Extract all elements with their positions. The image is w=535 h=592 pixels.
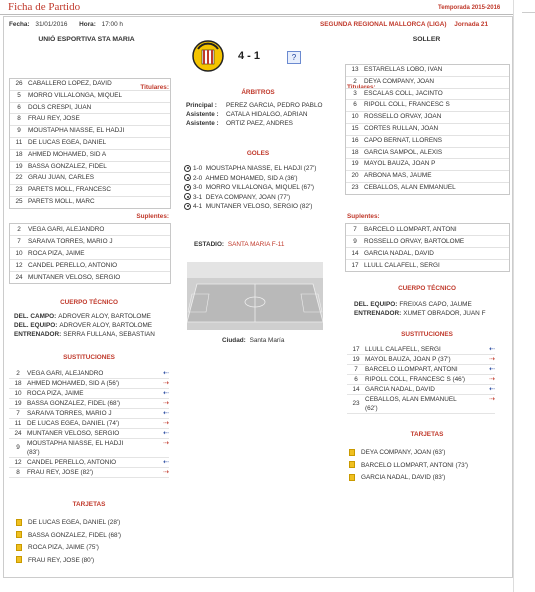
player-name[interactable]: PARETS MOLL, MARC bbox=[28, 197, 95, 205]
player-row[interactable] bbox=[10, 272, 170, 283]
season-label[interactable]: Temporada 2015-2016 bbox=[438, 5, 501, 11]
goal-row[interactable] bbox=[184, 164, 344, 174]
home-substitutions-heading: SUSTITUCIONES bbox=[63, 354, 115, 361]
yellow-card-icon bbox=[16, 544, 22, 551]
player-number: 18 bbox=[14, 380, 22, 387]
arrow-right-icon: ⇢ bbox=[489, 396, 495, 403]
player-name[interactable]: ROCA PIZA, JAIME bbox=[27, 390, 84, 397]
arrow-left-icon: ⇠ bbox=[163, 459, 169, 466]
player-number: 23 bbox=[15, 186, 23, 194]
substitution-row[interactable] bbox=[9, 458, 169, 468]
player-number: 11 bbox=[14, 420, 22, 427]
date-info bbox=[9, 21, 123, 28]
jornada[interactable]: Jornada 21 bbox=[454, 21, 489, 28]
home-cards-list bbox=[16, 517, 176, 567]
referee-role: Asistente : bbox=[186, 120, 219, 127]
player-row[interactable] bbox=[10, 224, 170, 236]
referee-name[interactable]: ORTIZ PAEZ, ANDRES bbox=[226, 120, 293, 127]
player-number: 23 bbox=[352, 400, 360, 407]
player-name[interactable]: ARBONA MAS, JAUME bbox=[364, 172, 432, 180]
city-name: Santa María bbox=[249, 337, 285, 344]
player-number: 5 bbox=[17, 91, 21, 99]
home-staff-heading: CUERPO TÉCNICO bbox=[60, 299, 118, 306]
referee-row bbox=[186, 119, 346, 128]
player-number: 10 bbox=[351, 113, 359, 121]
goal-text: 3-0 MORRO VILLALONGA, MIQUEL (67') bbox=[193, 184, 315, 191]
player-name[interactable]: ROSSELLO ORVAY, JOAN bbox=[364, 113, 442, 121]
player-row[interactable] bbox=[346, 159, 509, 171]
goals-list bbox=[184, 164, 344, 212]
arrow-right-icon: ⇢ bbox=[163, 420, 169, 427]
home-staff-list bbox=[14, 312, 174, 339]
staff-role: DEL. EQUIPO: bbox=[354, 301, 398, 308]
substitution-row[interactable] bbox=[347, 375, 495, 385]
player-number: 19 bbox=[15, 162, 23, 170]
player-row[interactable] bbox=[10, 173, 170, 185]
competition-name[interactable]: SEGUNDA REGIONAL MALLORCA (LIGA) bbox=[320, 21, 447, 28]
goal-row[interactable] bbox=[184, 183, 344, 193]
player-name[interactable]: GARCIA NADAL, DAVID bbox=[365, 386, 435, 393]
card-row[interactable] bbox=[16, 530, 176, 543]
player-name[interactable]: MUNTANER VELOSO, SERGIO bbox=[28, 274, 121, 281]
substitution-row[interactable] bbox=[9, 399, 169, 409]
yellow-card-icon bbox=[16, 531, 22, 538]
player-name[interactable]: ROSSELLO ORVAY, BARTOLOME bbox=[364, 238, 465, 245]
player-number: 26 bbox=[15, 80, 23, 87]
player-number: 19 bbox=[351, 160, 359, 168]
yellow-card-icon bbox=[349, 474, 355, 481]
player-row[interactable] bbox=[10, 138, 170, 150]
substitution-row[interactable] bbox=[347, 355, 495, 365]
player-number: 8 bbox=[17, 115, 21, 123]
player-row[interactable] bbox=[10, 126, 170, 138]
player-number: 14 bbox=[352, 386, 360, 393]
home-team-name[interactable]: UNIÓ ESPORTIVA STA MARIA bbox=[38, 36, 135, 43]
arrow-left-icon: ⇠ bbox=[163, 430, 169, 437]
player-number: 9 bbox=[16, 444, 20, 451]
substitution-row[interactable] bbox=[9, 439, 169, 458]
ball-icon bbox=[184, 184, 191, 191]
player-row[interactable] bbox=[346, 260, 509, 271]
player-number: 7 bbox=[17, 238, 21, 245]
player-name[interactable]: MAYOL BAUZA, JOAN P bbox=[364, 160, 436, 168]
player-row[interactable] bbox=[346, 112, 509, 124]
player-name[interactable]: CEBALLOS, ALAN EMMANUEL bbox=[365, 396, 457, 403]
staff-row bbox=[14, 312, 174, 321]
player-number: 10 bbox=[14, 390, 22, 397]
home-starters-heading: Titulares: bbox=[140, 84, 169, 91]
substitution-row[interactable] bbox=[9, 419, 169, 429]
card-row[interactable] bbox=[349, 472, 509, 485]
yellow-card-icon bbox=[16, 556, 22, 563]
player-row[interactable] bbox=[346, 183, 509, 194]
player-number: 2 bbox=[353, 77, 357, 85]
referee-row bbox=[186, 101, 346, 110]
referee-row bbox=[186, 110, 346, 119]
staff-name[interactable]: SERRA FULLANA, SEBASTIAN bbox=[63, 331, 155, 338]
page-title: Ficha de Partido bbox=[8, 1, 81, 13]
player-name[interactable]: VEGA GARI, ALEJANDRO bbox=[28, 226, 105, 233]
staff-row bbox=[354, 309, 514, 318]
yellow-card-icon bbox=[16, 519, 22, 526]
arrow-right-icon: ⇢ bbox=[163, 380, 169, 387]
match-sheet bbox=[3, 16, 513, 578]
player-number: 11 bbox=[15, 138, 23, 146]
player-name[interactable]: BASSA GONZALEZ, FIDEL bbox=[28, 162, 107, 170]
staff-name[interactable]: ADROVER ALOY, BARTOLOME bbox=[58, 313, 151, 320]
player-number: 2 bbox=[16, 370, 20, 377]
player-number: 7 bbox=[353, 226, 357, 233]
away-staff-list bbox=[354, 300, 514, 318]
substitution-row[interactable] bbox=[347, 395, 495, 414]
goal-text: 3-1 DEYA COMPANY, JOAN (77') bbox=[193, 193, 291, 201]
player-name[interactable]: RIPOLL COLL, FRANCESC S bbox=[364, 101, 450, 109]
card-player: ROCA PIZA, JAIME (75') bbox=[28, 544, 99, 551]
home-subs-heading: Suplentes: bbox=[136, 213, 169, 220]
ball-icon bbox=[184, 165, 191, 172]
goal-row[interactable] bbox=[184, 193, 344, 203]
player-number: 3 bbox=[353, 89, 357, 97]
player-row[interactable] bbox=[10, 236, 170, 248]
player-row[interactable] bbox=[346, 100, 509, 112]
pitch-image bbox=[187, 262, 323, 330]
player-number: 18 bbox=[15, 150, 23, 158]
player-number: 18 bbox=[351, 148, 359, 156]
player-name[interactable]: ESTARELLAS LOBO, IVAN bbox=[364, 66, 443, 73]
home-substitutions-list bbox=[9, 369, 169, 478]
arrow-left-icon: ⇠ bbox=[489, 366, 495, 373]
player-row[interactable] bbox=[346, 77, 509, 89]
staff-row bbox=[14, 321, 174, 330]
player-number: 7 bbox=[16, 410, 20, 417]
card-row[interactable] bbox=[349, 460, 509, 473]
help-icon[interactable]: ? bbox=[287, 51, 301, 64]
away-starters-heading: Titulares: bbox=[347, 84, 376, 91]
player-number: 24 bbox=[14, 430, 22, 437]
staff-row bbox=[354, 300, 514, 309]
ball-icon bbox=[184, 174, 191, 181]
arrow-right-icon: ⇢ bbox=[163, 440, 169, 447]
arrow-left-icon: ⇠ bbox=[163, 370, 169, 377]
player-name[interactable]: CORTES RULLAN, JOAN bbox=[364, 124, 439, 132]
player-number: 6 bbox=[354, 376, 358, 383]
player-name[interactable]: CAPO BERNAT, LLORENS bbox=[364, 136, 443, 144]
player-row[interactable] bbox=[10, 197, 170, 208]
player-name[interactable]: FRAU REY, JOSE bbox=[28, 115, 80, 123]
player-row[interactable] bbox=[10, 79, 170, 91]
player-number: 9 bbox=[353, 238, 357, 245]
stadium-label: ESTADIO: bbox=[194, 241, 225, 248]
player-name[interactable]: LLULL CALAFELL, SERGI bbox=[365, 346, 441, 353]
player-number: 12 bbox=[15, 262, 23, 269]
player-row[interactable] bbox=[10, 162, 170, 174]
player-name[interactable]: MAYOL BAUZA, JOAN P (37') bbox=[365, 356, 451, 363]
away-cards-list bbox=[349, 447, 509, 485]
player-row[interactable] bbox=[10, 150, 170, 162]
arrow-right-icon: ⇢ bbox=[163, 400, 169, 407]
arrow-right-icon: ⇢ bbox=[489, 376, 495, 383]
player-name[interactable]: MOUSTAPHA NIASSE, EL HADJI bbox=[28, 127, 125, 135]
player-row[interactable] bbox=[346, 136, 509, 148]
player-name[interactable]: LLULL CALAFELL, SERGI bbox=[364, 262, 440, 269]
goal-text: 2-0 AHMED MOHAMED, SID A (36') bbox=[193, 174, 298, 182]
player-row[interactable] bbox=[10, 114, 170, 126]
player-number: 6 bbox=[353, 101, 357, 109]
player-name[interactable]: MUNTANER VELOSO, SERGIO bbox=[27, 430, 120, 437]
player-number: 12 bbox=[14, 459, 22, 466]
stadium-info bbox=[194, 241, 284, 248]
player-number: 8 bbox=[16, 469, 20, 476]
staff-role: ENTRENADOR: bbox=[354, 310, 402, 317]
player-row[interactable] bbox=[346, 65, 509, 77]
stadium-name[interactable]: SANTA MARIA F-11 bbox=[227, 241, 285, 248]
city-info bbox=[222, 337, 284, 344]
player-number: 10 bbox=[15, 250, 23, 257]
staff-role: DEL. EQUIPO: bbox=[14, 322, 58, 329]
player-name[interactable]: CEBALLOS, ALAN EMMANUEL bbox=[364, 183, 456, 191]
player-name[interactable]: RIPOLL COLL, FRANCESC S (46') bbox=[365, 376, 466, 383]
player-name[interactable]: CANDEL PERELLO, ANTONIO bbox=[27, 459, 117, 466]
substitution-row[interactable] bbox=[9, 429, 169, 439]
away-staff-heading: CUERPO TÉCNICO bbox=[398, 285, 456, 292]
substitution-row[interactable] bbox=[9, 409, 169, 419]
right-margin bbox=[513, 0, 535, 592]
player-number: 19 bbox=[352, 356, 360, 363]
goal-row[interactable] bbox=[184, 174, 344, 184]
city-label: Ciudad: bbox=[222, 337, 246, 344]
page-header bbox=[0, 0, 513, 15]
away-cards-heading: TARJETAS bbox=[410, 431, 444, 438]
player-row[interactable] bbox=[346, 124, 509, 136]
player-number: 17 bbox=[351, 262, 359, 269]
ball-icon bbox=[184, 203, 191, 210]
player-number: 20 bbox=[351, 172, 359, 180]
player-number: 25 bbox=[15, 197, 23, 205]
player-name[interactable]: ROCA PIZA, JAIME bbox=[28, 250, 85, 257]
staff-role: DEL. CAMPO: bbox=[14, 313, 57, 320]
player-number: 14 bbox=[351, 250, 359, 257]
player-number: 13 bbox=[351, 66, 359, 73]
card-row[interactable] bbox=[16, 517, 176, 530]
substitution-row[interactable] bbox=[9, 468, 169, 478]
substitution-row[interactable] bbox=[347, 345, 495, 355]
away-subs-table bbox=[345, 223, 510, 272]
goals-heading: GOLES bbox=[246, 150, 270, 157]
player-name[interactable]: AHMED MOHAMED, SID A (56') bbox=[27, 380, 120, 387]
date-label: Fecha: bbox=[9, 21, 30, 28]
player-number: 22 bbox=[15, 174, 23, 182]
card-player: BASSA GONZALEZ, FIDEL (68') bbox=[28, 531, 121, 539]
player-number: 15 bbox=[351, 124, 359, 132]
player-name[interactable]: GARCIA SAMPOL, ALEXIS bbox=[364, 148, 443, 156]
card-row[interactable] bbox=[16, 555, 176, 568]
player-name[interactable]: MORRO VILLALONGA, MIQUEL bbox=[28, 91, 123, 99]
card-player: BARCELO LLOMPART, ANTONI (73') bbox=[361, 461, 469, 469]
referee-role: Principal : bbox=[186, 102, 217, 109]
player-name[interactable]: MOUSTAPHA NIASSE, EL HADJI bbox=[27, 440, 124, 447]
player-number: 6 bbox=[17, 103, 21, 111]
player-name[interactable]: CANDEL PERELLO, ANTONIO bbox=[28, 262, 118, 269]
card-player: GARCIA NADAL, DAVID (83') bbox=[361, 474, 446, 481]
player-row[interactable] bbox=[346, 148, 509, 160]
arrow-right-icon: ⇢ bbox=[163, 469, 169, 476]
yellow-card-icon bbox=[349, 461, 355, 468]
player-row[interactable] bbox=[346, 236, 509, 248]
home-subs-table bbox=[9, 223, 171, 284]
player-name[interactable]: SARAIVA TORRES, MARIO J bbox=[27, 410, 112, 417]
sub-minute: (62') bbox=[365, 405, 378, 412]
card-row[interactable] bbox=[16, 542, 176, 555]
score: 4 - 1 bbox=[238, 50, 261, 62]
staff-name[interactable]: XUMET OBRADOR, JUAN F bbox=[403, 310, 486, 317]
divider bbox=[522, 12, 535, 13]
arrow-left-icon: ⇠ bbox=[163, 410, 169, 417]
substitution-row[interactable] bbox=[9, 379, 169, 389]
goal-text: 1-0 MOUSTAPHA NIASSE, EL HADJI (27') bbox=[193, 165, 317, 172]
player-row[interactable] bbox=[10, 185, 170, 197]
substitution-row[interactable] bbox=[9, 369, 169, 379]
referees-heading: ÁRBITROS bbox=[241, 89, 275, 96]
away-substitutions-list bbox=[347, 345, 495, 414]
referees-list bbox=[186, 101, 346, 128]
staff-role: ENTRENADOR: bbox=[14, 331, 62, 338]
player-name[interactable]: GARCIA NADAL, DAVID bbox=[364, 250, 434, 257]
arrow-left-icon: ⇠ bbox=[489, 346, 495, 353]
player-number: 24 bbox=[15, 274, 23, 281]
player-row[interactable] bbox=[346, 248, 509, 260]
referee-role: Asistente : bbox=[186, 111, 219, 118]
away-starters-table bbox=[345, 64, 510, 195]
yellow-card-icon bbox=[349, 449, 355, 456]
player-name[interactable]: BASSA GONZALEZ, FIDEL (68') bbox=[27, 400, 120, 407]
player-row[interactable] bbox=[10, 91, 170, 103]
staff-name[interactable]: FREIXAS CAPO, JAUME bbox=[399, 301, 472, 308]
player-row[interactable] bbox=[10, 103, 170, 115]
referee-name[interactable]: PEREZ GARCIA, PEDRO PABLO bbox=[226, 102, 323, 109]
date-value: 31/01/2016 bbox=[35, 21, 68, 28]
player-row[interactable] bbox=[346, 224, 509, 236]
player-row[interactable] bbox=[346, 171, 509, 183]
crest-icon bbox=[192, 40, 224, 72]
player-name[interactable]: VEGA GARI, ALEJANDRO bbox=[27, 370, 104, 377]
arrow-right-icon: ⇢ bbox=[489, 356, 495, 363]
substitution-row[interactable] bbox=[9, 389, 169, 399]
ball-icon bbox=[184, 193, 191, 200]
player-number: 17 bbox=[352, 346, 360, 353]
player-number: 9 bbox=[17, 127, 21, 135]
player-number: 16 bbox=[351, 136, 359, 144]
staff-name[interactable]: ADROVER ALOY, BARTOLOME bbox=[59, 322, 153, 329]
home-cards-heading: TARJETAS bbox=[72, 501, 106, 508]
staff-row bbox=[14, 330, 174, 339]
player-name[interactable]: DE LUCAS EGEA, DANIEL bbox=[28, 138, 107, 146]
card-player: FRAU REY, JOSE (80') bbox=[28, 556, 95, 564]
card-row[interactable] bbox=[349, 447, 509, 460]
player-name[interactable]: SARAIVA TORRES, MARIO J bbox=[28, 238, 113, 245]
player-name[interactable]: GRAU JUAN, CARLES bbox=[28, 174, 95, 182]
goal-row[interactable] bbox=[184, 202, 344, 212]
player-name[interactable]: BARCELO LLOMPART, ANTONI bbox=[365, 366, 458, 373]
player-name[interactable]: DEYA COMPANY, JOAN bbox=[364, 77, 434, 85]
player-number: 7 bbox=[354, 366, 358, 373]
time-label: Hora: bbox=[79, 21, 96, 28]
player-row[interactable] bbox=[346, 89, 509, 101]
away-substitutions-heading: SUSTITUCIONES bbox=[401, 331, 453, 338]
away-subs-heading: Suplentes: bbox=[347, 213, 380, 220]
substitution-row[interactable] bbox=[347, 385, 495, 395]
sub-minute: (83') bbox=[27, 449, 40, 456]
player-number: 23 bbox=[351, 183, 359, 191]
goal-text: 4-1 MUNTANER VELOSO, SERGIO (82') bbox=[193, 203, 313, 210]
stadium-photo[interactable] bbox=[187, 262, 323, 330]
competition-info bbox=[320, 21, 488, 28]
player-number: 2 bbox=[17, 226, 21, 233]
player-row[interactable] bbox=[10, 260, 170, 272]
card-player: DEYA COMPANY, JOAN (63') bbox=[361, 449, 446, 456]
player-row[interactable] bbox=[10, 248, 170, 260]
home-team-crest[interactable] bbox=[192, 40, 224, 72]
player-name[interactable]: CABALLERO LOPEZ, DAVID bbox=[28, 80, 112, 87]
player-name[interactable]: DE LUCAS EGEA, DANIEL (74') bbox=[27, 420, 120, 427]
time-value: 17:00 h bbox=[101, 21, 123, 28]
player-name[interactable]: BARCELO LLOMPART, ANTONI bbox=[364, 226, 457, 233]
card-player: DE LUCAS EGEA, DANIEL (28') bbox=[28, 519, 121, 526]
player-name[interactable]: PARETS MOLL, FRANCESC bbox=[28, 186, 111, 194]
referee-name[interactable]: CATALA HIDALGO, ADRIAN bbox=[226, 111, 308, 118]
substitution-row[interactable] bbox=[347, 365, 495, 375]
player-name[interactable]: ESCALAS COLL, JACINTO bbox=[364, 89, 443, 97]
home-starters-table bbox=[9, 78, 171, 209]
player-number: 19 bbox=[14, 400, 22, 407]
player-name[interactable]: DOLS CRESPI, JUAN bbox=[28, 103, 92, 111]
arrow-left-icon: ⇠ bbox=[489, 386, 495, 393]
player-name[interactable]: FRAU REY, JOSE (82') bbox=[27, 469, 94, 476]
player-name[interactable]: AHMED MOHAMED, SID A bbox=[28, 150, 107, 158]
arrow-left-icon: ⇠ bbox=[163, 390, 169, 397]
away-team-name[interactable]: SOLLER bbox=[412, 36, 441, 43]
